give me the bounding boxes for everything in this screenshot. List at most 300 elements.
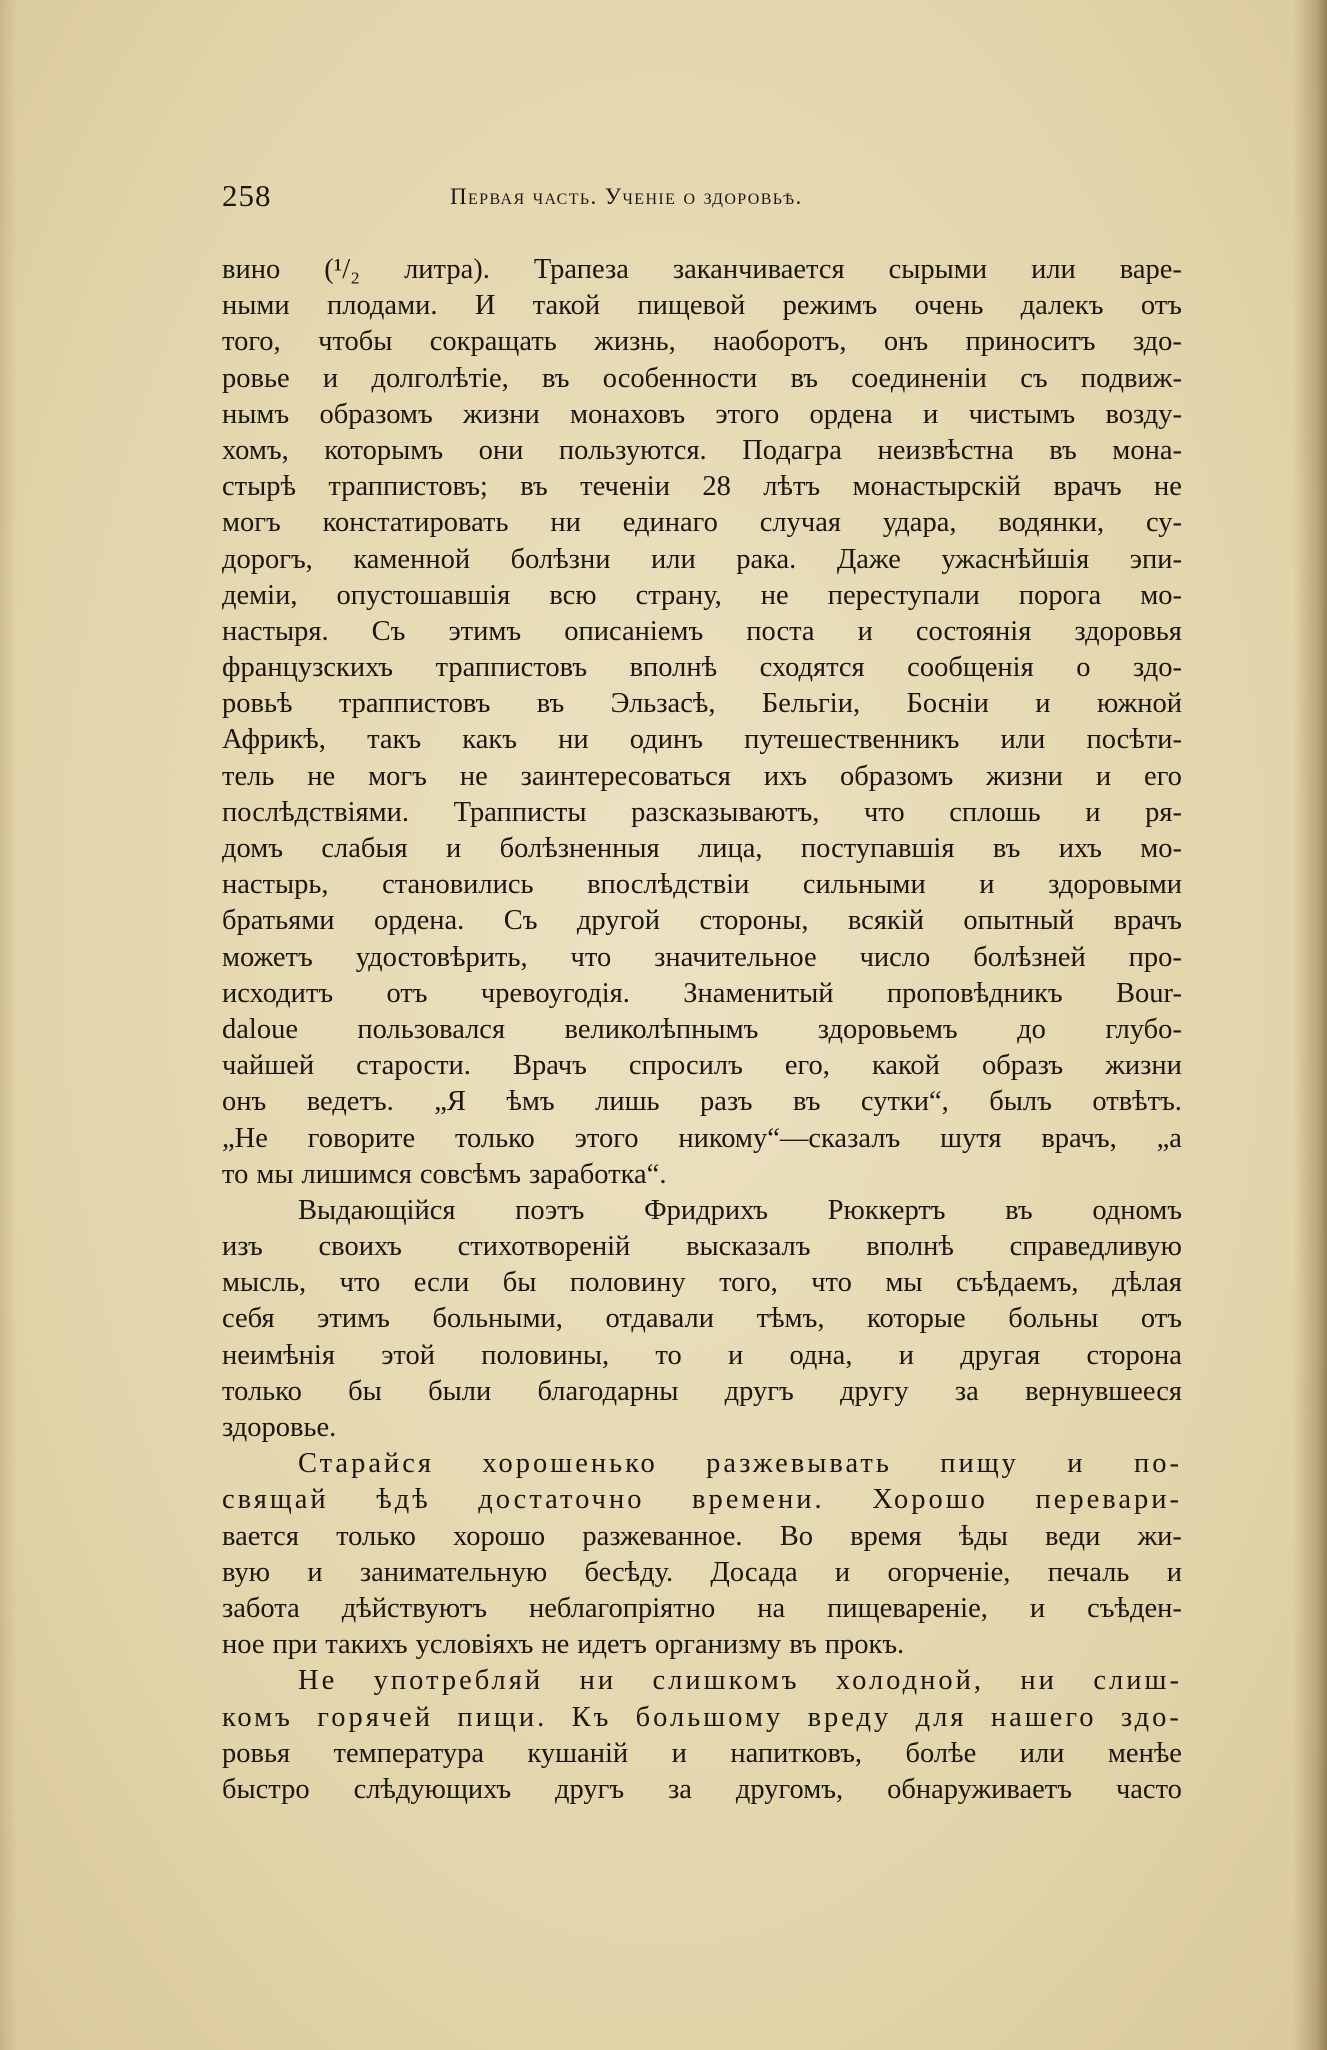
word: другой: [576, 905, 660, 937]
word: варе-: [1119, 254, 1182, 285]
word: врачъ,: [1041, 1122, 1117, 1154]
text-line: [222, 1048, 1182, 1084]
word: „Не: [222, 1122, 268, 1154]
word: хорошо: [453, 1520, 546, 1552]
word: поступавшія: [800, 833, 955, 864]
text-line: [222, 1482, 1182, 1518]
word: пищу: [940, 1448, 1019, 1480]
word: холодной,: [835, 1665, 984, 1697]
word: или: [650, 543, 696, 575]
word: разъ: [700, 1086, 753, 1118]
text-line: [222, 1555, 1182, 1591]
word: высказалъ: [686, 1231, 811, 1263]
word: ни: [550, 507, 581, 539]
word: жизни: [986, 760, 1063, 792]
text-line: [222, 1265, 1182, 1301]
word: половины,: [481, 1339, 610, 1371]
word: забота: [222, 1592, 300, 1624]
word: порога: [1018, 579, 1102, 611]
page-edge-shadow: [1293, 0, 1327, 2050]
text-line: [222, 324, 1182, 360]
word: мы: [256, 1158, 294, 1190]
word: сходятся: [759, 652, 865, 684]
word: каменной: [353, 543, 471, 575]
word: разжеванное.: [582, 1520, 743, 1552]
word: чайшей: [222, 1050, 315, 1082]
word: домъ: [222, 833, 283, 864]
text-line: [222, 976, 1182, 1012]
word: или: [1000, 724, 1046, 756]
word: ровья: [222, 1737, 291, 1769]
word: приноситъ: [965, 326, 1096, 358]
word: единаго: [622, 507, 718, 539]
word: ѣмъ: [506, 1086, 555, 1118]
word: одномъ: [1092, 1194, 1182, 1226]
word: чтобы: [318, 326, 393, 358]
word: и: [322, 362, 339, 394]
word: ордена.: [373, 905, 465, 937]
word: говорите: [307, 1122, 416, 1154]
word: въ: [1005, 1194, 1033, 1226]
word: неблагопріятно: [528, 1592, 716, 1624]
word: стырѣ: [222, 471, 296, 503]
word: такой: [532, 290, 601, 322]
word: другомъ,: [735, 1773, 844, 1805]
word: вино: [222, 254, 281, 285]
word: половину: [569, 1267, 686, 1299]
word: рака.: [736, 543, 797, 575]
word: наоборотъ,: [713, 326, 847, 358]
word: разсказываютъ,: [631, 796, 820, 828]
word: этого: [715, 398, 780, 430]
word: слабыя: [321, 833, 408, 864]
word: стороны,: [699, 905, 809, 937]
page-number: 258: [222, 178, 272, 213]
word: путешественникъ: [744, 724, 960, 756]
word: лишь: [595, 1086, 660, 1118]
word: и: [1085, 796, 1101, 828]
text-line: [222, 433, 1182, 469]
word: и: [1166, 1556, 1182, 1588]
word: плодами.: [327, 290, 438, 322]
word: слиш-: [1093, 1665, 1182, 1697]
word: неимѣнія: [222, 1339, 335, 1371]
word: врачъ: [1053, 471, 1122, 503]
word: мо-: [1140, 833, 1182, 864]
word: врачъ: [1113, 905, 1182, 937]
word: которымъ: [324, 434, 444, 466]
word: бесѣду.: [584, 1556, 674, 1588]
word: ря-: [1145, 796, 1182, 828]
body-text: [222, 252, 1182, 1808]
word: то: [655, 1339, 682, 1371]
word: жизни: [1105, 1050, 1182, 1082]
word: траппистовъ;: [328, 471, 488, 503]
word: заработка“.: [528, 1158, 667, 1190]
text-line: [222, 650, 1182, 686]
word: этимъ: [448, 615, 522, 647]
word: пищи.: [457, 1701, 548, 1733]
word: особенности: [602, 362, 758, 394]
word: нымъ: [222, 398, 290, 430]
word: часто: [1115, 1773, 1182, 1805]
text-line: [222, 1121, 1182, 1157]
word: Бельгіи,: [761, 688, 861, 720]
text-line: [222, 469, 1182, 505]
word: сутки“,: [860, 1086, 949, 1118]
word: напитковъ,: [730, 1737, 863, 1769]
word: другая: [960, 1339, 1041, 1371]
text-line: [222, 252, 1182, 288]
word: въ: [542, 362, 570, 394]
word: сильными: [802, 869, 926, 901]
word: болѣзненныя: [499, 833, 660, 864]
word: „Я: [434, 1086, 466, 1118]
word: сторона: [1086, 1339, 1182, 1371]
word: Фридрихъ: [644, 1194, 769, 1226]
text-line: [222, 578, 1182, 614]
text-line: [222, 614, 1182, 650]
text-line: [222, 1591, 1182, 1627]
word: могъ: [368, 760, 427, 792]
word: болѣзни: [510, 543, 611, 575]
word: въ: [1049, 434, 1077, 466]
word: соединеніи: [851, 362, 987, 394]
word: слишкомъ: [652, 1665, 800, 1697]
word: печаль: [1047, 1556, 1130, 1588]
word: благодарны: [537, 1375, 679, 1407]
text-line: [222, 1700, 1182, 1736]
word: су-: [1145, 507, 1182, 539]
word: вернувшееся: [1025, 1375, 1182, 1407]
word: daloue: [222, 1013, 298, 1045]
word: посѣти-: [1086, 724, 1182, 756]
word: ни: [558, 724, 589, 756]
word: бы: [502, 1267, 537, 1299]
word: были: [428, 1375, 492, 1407]
word: здо-: [1132, 326, 1182, 358]
word: и: [671, 1737, 687, 1769]
word: Съ: [503, 905, 538, 937]
word: онъ: [883, 326, 929, 358]
word: всякій: [847, 905, 924, 937]
word: такъ: [367, 724, 422, 756]
word: страну,: [635, 579, 722, 611]
word: температура: [333, 1737, 484, 1769]
word: и: [834, 1556, 851, 1588]
word: дѣлая: [1112, 1267, 1182, 1299]
word: болѣзней: [973, 941, 1086, 973]
word: впослѣдствіи: [587, 869, 750, 901]
word: и: [446, 833, 462, 864]
word: только: [336, 1520, 416, 1552]
word: себя: [222, 1303, 275, 1335]
word: число: [859, 941, 931, 973]
text-line: [222, 361, 1182, 397]
word: состоянія: [915, 615, 1032, 647]
text-line: [222, 1446, 1182, 1482]
word: и: [1095, 760, 1112, 792]
word: Къ: [571, 1701, 612, 1733]
text-line: [222, 1410, 1182, 1446]
word: шутя: [940, 1122, 1002, 1154]
page-gutter-shadow: [0, 0, 18, 2050]
word: образомъ: [839, 760, 954, 792]
text-line: [222, 397, 1182, 433]
word: сплошь: [949, 796, 1041, 828]
word: ѣдѣ: [376, 1484, 431, 1516]
word: употребляй: [373, 1665, 544, 1697]
word: при: [272, 1629, 318, 1661]
text-line: [222, 1374, 1182, 1410]
word: стихотвореній: [457, 1231, 631, 1263]
word: проповѣдникъ: [886, 977, 1063, 1009]
word: одинъ: [629, 724, 703, 756]
text-line: [222, 1157, 1182, 1193]
word: неизвѣстна: [877, 434, 1014, 466]
word: время: [850, 1520, 922, 1552]
word: чревоугодія.: [480, 977, 630, 1009]
word: дорогъ,: [222, 543, 313, 575]
text-line: [222, 505, 1182, 541]
word: которые: [867, 1303, 966, 1335]
word: Bour-: [1116, 977, 1182, 1009]
word: (¹/₂: [324, 254, 361, 285]
word: въ: [520, 471, 548, 503]
word: Съ: [371, 615, 406, 647]
word: по-: [1133, 1448, 1182, 1480]
word: въ: [790, 362, 819, 394]
text-line: [222, 940, 1182, 976]
word: этого: [574, 1122, 639, 1154]
word: другъ: [724, 1375, 794, 1407]
word: послѣдствіями.: [222, 796, 410, 828]
word: условіяхъ: [415, 1629, 534, 1661]
word: мысль,: [222, 1267, 307, 1299]
word: Хорошо: [872, 1484, 988, 1516]
text-line: [222, 288, 1182, 324]
word: заканчивается: [672, 254, 845, 285]
word: того,: [222, 326, 281, 358]
word: глубо-: [1105, 1013, 1182, 1045]
word: очень: [914, 290, 984, 322]
word: Трапписты: [453, 796, 587, 828]
text-line: [222, 903, 1182, 939]
word: удостовѣрить,: [355, 941, 528, 973]
word: монастырскій: [852, 471, 1021, 503]
word: ужаснѣйшія: [941, 543, 1090, 575]
word: ными: [222, 290, 290, 322]
word: того,: [719, 1267, 778, 1299]
word: описаніемъ: [564, 615, 704, 647]
word: „а: [1156, 1122, 1182, 1154]
word: монаховъ: [570, 398, 686, 430]
word: Эльзасѣ,: [610, 688, 716, 720]
running-head: Первая часть. Ученіе о здоровьѣ.: [450, 184, 803, 209]
text-line: [222, 1012, 1182, 1048]
word: дѣйствуютъ: [341, 1592, 487, 1624]
word: въ: [536, 688, 565, 720]
word: достаточно: [478, 1484, 645, 1516]
word: веди: [1045, 1520, 1101, 1552]
word: своихъ: [318, 1231, 402, 1263]
word: комъ: [222, 1701, 293, 1733]
text-line: [222, 1193, 1182, 1229]
word: здоровыми: [1048, 869, 1182, 901]
word: Трапеза: [533, 254, 629, 285]
word: жизнь,: [594, 326, 676, 358]
text-line: [222, 1301, 1182, 1337]
word: отъ: [386, 977, 428, 1009]
word: для: [915, 1701, 967, 1733]
word: мы: [885, 1267, 923, 1299]
word: образъ: [981, 1050, 1064, 1082]
word: нашего: [990, 1701, 1097, 1733]
word: вполнѣ: [629, 652, 718, 684]
word: возду-: [1105, 398, 1182, 430]
word: времени.: [692, 1484, 825, 1516]
word: хорошенько: [482, 1448, 658, 1480]
word: горячей: [317, 1701, 434, 1733]
word: траппистовъ: [435, 652, 588, 684]
word: съ: [1020, 362, 1048, 394]
word: становились: [382, 869, 534, 901]
word: и: [1029, 1592, 1046, 1624]
word: жизни: [463, 398, 540, 430]
word: отдавали: [605, 1303, 715, 1335]
word: ное: [222, 1629, 265, 1661]
word: ведетъ.: [306, 1086, 394, 1118]
word: долголѣтіе,: [371, 362, 509, 394]
word: то: [222, 1158, 249, 1190]
word: и: [727, 1339, 744, 1371]
word: эпи-: [1129, 543, 1182, 575]
word: вполнѣ: [866, 1231, 954, 1263]
word: настырь,: [222, 869, 329, 901]
word: Рюккертъ: [827, 1194, 946, 1226]
word: сырыми: [888, 254, 988, 285]
word: Досада: [710, 1556, 798, 1588]
word: теченіи: [580, 471, 670, 503]
text-line: [222, 795, 1182, 831]
word: что: [570, 941, 612, 973]
word: въ: [789, 1629, 817, 1661]
word: поэтъ: [515, 1194, 585, 1226]
word: здоровье.: [222, 1412, 337, 1443]
word: ѣды: [958, 1520, 1008, 1552]
word: ровьѣ: [222, 688, 293, 720]
word: и: [898, 1339, 914, 1371]
word: одна,: [789, 1339, 853, 1371]
word: что: [339, 1267, 381, 1299]
word: случая: [759, 507, 841, 539]
word: больны: [1008, 1303, 1099, 1335]
word: траппистовъ: [338, 688, 491, 720]
word: литра).: [404, 254, 490, 285]
word: заинтересоваться: [520, 760, 731, 792]
word: съѣден-: [1087, 1592, 1182, 1624]
word: опустошавшія: [336, 579, 511, 611]
word: отвѣтъ.: [1092, 1086, 1182, 1118]
word: или: [1019, 1737, 1065, 1769]
word: удара,: [882, 507, 957, 539]
word: ихъ: [1058, 833, 1102, 864]
word: организму: [654, 1629, 782, 1661]
word: не: [459, 760, 488, 792]
word: здо-: [1120, 1701, 1182, 1733]
text-line: [222, 722, 1182, 758]
word: большому: [635, 1701, 784, 1733]
word: жи-: [1137, 1520, 1182, 1552]
word: другу: [840, 1375, 909, 1407]
word: про-: [1128, 941, 1182, 973]
word: французскихъ: [222, 652, 394, 684]
word: мона-: [1112, 434, 1182, 466]
word: тель: [222, 760, 275, 792]
word: справедливую: [1009, 1231, 1182, 1263]
word: совсѣмъ: [419, 1158, 521, 1190]
word: лѣтъ: [763, 471, 821, 503]
word: такихъ: [325, 1629, 408, 1661]
word: тѣмъ,: [756, 1303, 825, 1335]
word: великолѣпнымъ: [564, 1013, 759, 1045]
text-line: [222, 542, 1182, 578]
word: съѣдаемъ,: [955, 1267, 1079, 1299]
word: отъ: [1140, 290, 1182, 322]
text-line: [222, 1338, 1182, 1374]
word: за: [668, 1773, 692, 1805]
word: пищевой: [637, 290, 746, 322]
word: вается: [222, 1520, 299, 1552]
word: перевари-: [1035, 1484, 1182, 1516]
word: бы: [348, 1375, 382, 1407]
word: онъ: [222, 1086, 267, 1118]
word: чистымъ: [968, 398, 1076, 430]
word: какой: [871, 1050, 940, 1082]
word: образомъ: [319, 398, 433, 430]
text-line: [222, 759, 1182, 795]
text-line: [222, 1736, 1182, 1772]
word: до: [1017, 1013, 1046, 1045]
word: далекъ: [1020, 290, 1104, 322]
word: могъ: [222, 507, 281, 539]
word: лица,: [698, 833, 763, 864]
word: Африкѣ,: [222, 724, 326, 756]
word: или: [1031, 254, 1076, 285]
word: можетъ: [222, 941, 313, 973]
word: разжевывать: [706, 1448, 892, 1480]
word: свящай: [222, 1484, 329, 1516]
word: деміи,: [222, 579, 298, 611]
word: не: [760, 579, 789, 611]
word: ни: [1020, 1665, 1057, 1697]
word: вую: [222, 1556, 271, 1588]
word: братьями: [222, 905, 335, 937]
word: болѣе: [905, 1737, 977, 1769]
word: здоровьемъ: [817, 1013, 958, 1045]
word: быстро: [222, 1773, 310, 1805]
word: обнаруживаетъ: [887, 1773, 1072, 1805]
word: здо-: [1132, 652, 1182, 684]
word: не: [307, 760, 336, 792]
word: подвиж-: [1080, 362, 1182, 394]
word: и: [923, 398, 939, 430]
text-line: [222, 1519, 1182, 1555]
word: отъ: [1140, 1303, 1182, 1335]
text-line: [222, 867, 1182, 903]
word: только: [454, 1122, 535, 1154]
word: исходитъ: [222, 977, 334, 1009]
